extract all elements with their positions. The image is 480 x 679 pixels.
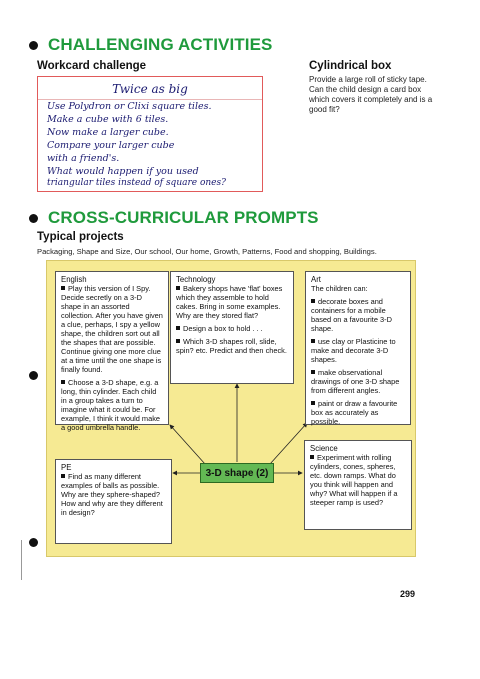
- workcard-title: Twice as big: [112, 82, 188, 96]
- square-bullet-icon: [61, 474, 65, 478]
- heading-challenging-activities: CHALLENGING ACTIVITIES: [48, 35, 273, 54]
- science-box: [304, 440, 412, 530]
- english-box: [55, 271, 169, 432]
- english-title: English: [61, 275, 87, 284]
- cylindrical-subheading: Cylindrical box: [309, 60, 392, 72]
- heading-cross-curricular: CROSS-CURRICULAR PROMPTS: [48, 208, 319, 227]
- projects-text: Packaging, Shape and Size, Our school, Our home, Growth, Patterns, Food and shopping, Buildings.: [37, 247, 377, 256]
- technology-title: Technology: [176, 275, 216, 284]
- art-item: decorate boxes and containers for a mobile based on a favourite 3-D shape.: [311, 297, 392, 333]
- art-box: [305, 271, 411, 425]
- square-bullet-icon: [61, 286, 65, 290]
- page-number: 299: [400, 589, 416, 599]
- square-bullet-icon: [311, 401, 315, 405]
- workcard-line: with a friend's.: [47, 153, 120, 164]
- english-item: Play this version of I Spy. Decide secretly on a 3-D shape in an assorted collection. After you have given a clue, perhaps, I spy a yellow shape, the children sort out all the shapes that are possible. Continue giving one more clue at a time until the one shape is finally found.: [61, 284, 163, 374]
- square-bullet-icon: [176, 286, 180, 290]
- pe-box: [55, 459, 172, 544]
- workcard-subheading: Workcard challenge: [37, 60, 147, 72]
- workcard-line: Use Polydron or Clixi square tiles.: [47, 101, 212, 112]
- science-title: Science: [310, 444, 338, 453]
- square-bullet-icon: [310, 455, 314, 459]
- art-intro: The children can:: [311, 284, 368, 293]
- english-item: Choose a 3-D shape, e.g. a long, thin cylinder. Each child in a group takes a turn to imagine what it could be. For example, I think it would make a good umbrella handle.: [61, 378, 160, 432]
- square-bullet-icon: [311, 370, 315, 374]
- workcard-line: triangular tiles instead of square ones?: [47, 178, 226, 188]
- arrow-to-art: [270, 423, 307, 464]
- workcard-line: Make a cube with 6 tiles.: [47, 114, 169, 125]
- cylindrical-text: Provide a large roll of sticky tape. Can the child design a card box which covers it completely and is a good fit?: [309, 75, 433, 114]
- art-title: Art: [311, 275, 321, 284]
- art-item: paint or draw a favourite box as accurately as possible.: [311, 399, 398, 426]
- square-bullet-icon: [176, 326, 180, 330]
- technology-box: [170, 271, 294, 384]
- art-item: make observational drawings of one 3-D shape from different angles.: [311, 368, 400, 395]
- technology-item: Design a box to hold . . .: [176, 324, 288, 333]
- technology-item: Bakery shops have 'flat' boxes which they assemble to hold cakes. Bring in some examples. Why are they stored flat?: [176, 284, 283, 320]
- pe-item: Find as many different examples of balls as possible. Why are they sphere-shaped? How and why are they different in design?: [61, 472, 163, 517]
- square-bullet-icon: [311, 299, 315, 303]
- centre-topic-label: 3-D shape (2): [200, 463, 274, 483]
- technology-item: Which 3-D shapes roll, slide, spin? etc. Predict and then check.: [176, 337, 287, 355]
- projects-subheading: Typical projects: [37, 231, 124, 243]
- science-item: Experiment with rolling cylinders, cones, spheres, etc. down ramps. What do you think will happen and why? What will happen if a steeper ramp is used?: [310, 453, 398, 507]
- square-bullet-icon: [311, 339, 315, 343]
- art-item: use clay or Plasticine to make and decorate 3-D shapes.: [311, 337, 396, 364]
- pe-title: PE: [61, 463, 72, 472]
- workcard-line: Compare your larger cube: [47, 140, 175, 151]
- workcard-line: Now make a larger cube.: [47, 127, 169, 138]
- square-bullet-icon: [61, 380, 65, 384]
- workcard-line: What would happen if you used: [47, 166, 199, 177]
- square-bullet-icon: [176, 339, 180, 343]
- arrow-to-english: [170, 425, 205, 464]
